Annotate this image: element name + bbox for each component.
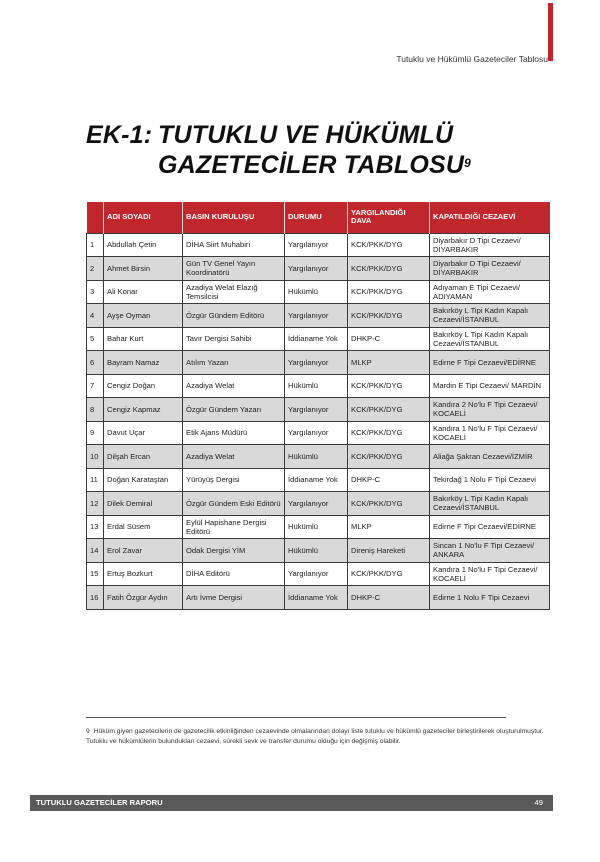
cell-col-prison: Adıyaman E Tipi Cezaevi/ ADIYAMAN <box>430 280 550 304</box>
cell-col-case: KCK/PKK/DYG <box>348 233 430 257</box>
cell-col-organization: DİHA Siirt Muhabiri <box>183 233 285 257</box>
cell-col-number: 10 <box>87 445 104 469</box>
table-row <box>87 257 550 281</box>
footnote-divider <box>86 717 506 718</box>
table-row <box>87 374 550 398</box>
cell-col-name: Cengiz Kapmaz <box>104 398 183 422</box>
running-header: Tutuklu ve Hükümlü Gazeteciler Tablosu <box>396 54 548 64</box>
cell-col-status: Yargılanıyor <box>285 492 348 516</box>
footnote-number: 9 <box>86 728 90 735</box>
cell-col-name: Ayşe Oyman <box>104 304 183 328</box>
cell-col-prison: Mardin E Tipi Cezaevi/ MARDİN <box>430 374 550 398</box>
cell-col-case: KCK/PKK/DYG <box>348 280 430 304</box>
table-row <box>87 468 550 492</box>
cell-col-number: 11 <box>87 468 104 492</box>
table-row <box>87 233 550 257</box>
cell-col-prison: Diyarbakır D Tipi Cezaevi/ DİYARBAKIR <box>430 257 550 281</box>
cell-col-prison: Tekirdağ 1 Nolu F Tipi Cezaevi <box>430 468 550 492</box>
cell-col-status: İddianame Yok <box>285 468 348 492</box>
cell-col-name: Erol Zavar <box>104 539 183 563</box>
header-col-number <box>87 202 104 233</box>
cell-col-prison: Edirne 1 Nolu F Tipi Cezaevi <box>430 586 550 610</box>
cell-col-case: KCK/PKK/DYG <box>348 445 430 469</box>
table-header-row <box>87 202 550 233</box>
cell-col-number: 16 <box>87 586 104 610</box>
cell-col-case: KCK/PKK/DYG <box>348 398 430 422</box>
table-body <box>87 233 550 609</box>
cell-col-case: KCK/PKK/DYG <box>348 304 430 328</box>
table-row <box>87 398 550 422</box>
title-prefix: EK-1: <box>86 121 153 149</box>
cell-col-prison: Diyarbakır D Tipi Cezaevi/ DİYARBAKIR <box>430 233 550 257</box>
cell-col-organization: Atılım Yazarı <box>183 351 285 375</box>
cell-col-prison: Edirne F Tipi Cezaevi/EDİRNE <box>430 351 550 375</box>
cell-col-name: Doğan Karataştan <box>104 468 183 492</box>
footer-label: TUTUKLU GAZETECİLER RAPORU <box>36 798 163 807</box>
table-row <box>87 445 550 469</box>
table-row <box>87 515 550 539</box>
cell-col-name: Bayram Namaz <box>104 351 183 375</box>
cell-col-number: 14 <box>87 539 104 563</box>
page-title <box>86 120 471 180</box>
cell-col-status: Hükümlü <box>285 374 348 398</box>
cell-col-organization: Etik Ajans Müdürü <box>183 421 285 445</box>
cell-col-organization: Eylül Hapishane Dergisi Editörü <box>183 515 285 539</box>
cell-col-status: Hükümlü <box>285 515 348 539</box>
cell-col-number: 5 <box>87 327 104 351</box>
table-row <box>87 280 550 304</box>
table-row <box>87 351 550 375</box>
cell-col-status: İddianame Yok <box>285 327 348 351</box>
cell-col-number: 6 <box>87 351 104 375</box>
table-row <box>87 586 550 610</box>
cell-col-organization: Azadiya Welat Elazığ Temsilcisi <box>183 280 285 304</box>
accent-bar <box>548 3 553 61</box>
cell-col-case: DHKP-C <box>348 327 430 351</box>
cell-col-prison: Kandıra 1 No'lu F Tipi Cezaevi/ KOCAELİ <box>430 562 550 586</box>
cell-col-case: KCK/PKK/DYG <box>348 257 430 281</box>
cell-col-status: Yargılanıyor <box>285 304 348 328</box>
cell-col-status: Yargılanıyor <box>285 233 348 257</box>
cell-col-case: KCK/PKK/DYG <box>348 492 430 516</box>
cell-col-name: Dilşah Ercan <box>104 445 183 469</box>
cell-col-organization: Odak Dergisi YİM <box>183 539 285 563</box>
cell-col-organization: Azadiya Welat <box>183 445 285 469</box>
cell-col-organization: Tavır Dergisi Sahibi <box>183 327 285 351</box>
cell-col-organization: Özgür Gündem Editörü <box>183 304 285 328</box>
cell-col-prison: Sincan 1 No'lu F Tipi Cezaevi/ ANKARA <box>430 539 550 563</box>
title-line-1: TUTUKLU VE HÜKÜMLÜ <box>158 121 454 149</box>
cell-col-case: KCK/PKK/DYG <box>348 374 430 398</box>
cell-col-case: DHKP-C <box>348 586 430 610</box>
cell-col-prison: Kandıra 1 No'lu F Tipi Cezaevi/ KOCAELİ <box>430 421 550 445</box>
cell-col-number: 2 <box>87 257 104 281</box>
cell-col-organization: Gün TV Genel Yayın Koordinatörü <box>183 257 285 281</box>
cell-col-number: 8 <box>87 398 104 422</box>
cell-col-number: 7 <box>87 374 104 398</box>
table-row <box>87 562 550 586</box>
cell-col-name: Fatih Özgür Aydın <box>104 586 183 610</box>
header-col-prison: KAPATILDIĞI CEZAEVİ <box>430 202 550 233</box>
header-col-case: YARGILANDIĞI DAVA <box>348 202 430 233</box>
cell-col-case: KCK/PKK/DYG <box>348 562 430 586</box>
cell-col-name: Abdullah Çetin <box>104 233 183 257</box>
cell-col-number: 12 <box>87 492 104 516</box>
header-col-status: DURUMU <box>285 202 348 233</box>
cell-col-organization: Özgür Gündem Yazarı <box>183 398 285 422</box>
footnote-reference: 9 <box>464 156 471 170</box>
cell-col-name: Ahmet Birsin <box>104 257 183 281</box>
cell-col-status: Hükümlü <box>285 445 348 469</box>
cell-col-status: Yargılanıyor <box>285 398 348 422</box>
cell-col-prison: Edirne F Tipi Cezaevi/EDİRNE <box>430 515 550 539</box>
cell-col-prison: Aliağa Şakran Cezaevi/İZMİR <box>430 445 550 469</box>
cell-col-status: Yargılanıyor <box>285 421 348 445</box>
table-row <box>87 492 550 516</box>
cell-col-case: MLKP <box>348 515 430 539</box>
cell-col-prison: Kandıra 2 No'lu F Tipi Cezaevi/ KOCAELİ <box>430 398 550 422</box>
cell-col-number: 15 <box>87 562 104 586</box>
cell-col-name: Dilek Demiral <box>104 492 183 516</box>
header-col-organization: BASIN KURULUŞU <box>183 202 285 233</box>
journalists-table <box>86 202 550 610</box>
cell-col-status: Hükümlü <box>285 539 348 563</box>
table-row <box>87 304 550 328</box>
cell-col-prison: Bakırköy L Tipi Kadın Kapalı Cezaevi/İSTANBUL <box>430 492 550 516</box>
footnote-text: Hüküm giyen gazetecilerin de gazetecilik etkinliğinden cezaevinde olmalarından dolayı liste tutuklu ve hükümlü gazeteciler birleştirilerek oluşturulmuştur. Tutuklu ve hükümlülerin bulundukları cezaevi, sürekli sevk ve transfer durumu olduğu için değişmiş olabilir. <box>86 728 544 745</box>
cell-col-status: Yargılanıyor <box>285 351 348 375</box>
cell-col-status: Yargılanıyor <box>285 562 348 586</box>
cell-col-organization: DİHA Editörü <box>183 562 285 586</box>
cell-col-status: Yargılanıyor <box>285 257 348 281</box>
cell-col-organization: Artı İvme Dergisi <box>183 586 285 610</box>
cell-col-case: MLKP <box>348 351 430 375</box>
cell-col-organization: Yürüyüş Dergisi <box>183 468 285 492</box>
cell-col-number: 4 <box>87 304 104 328</box>
cell-col-status: Hükümlü <box>285 280 348 304</box>
cell-col-name: Erdal Süsem <box>104 515 183 539</box>
cell-col-organization: Özgür Gündem Eski Editörü <box>183 492 285 516</box>
cell-col-number: 3 <box>87 280 104 304</box>
page-number: 49 <box>534 798 543 807</box>
table-row <box>87 539 550 563</box>
table-row <box>87 327 550 351</box>
header-col-name: ADI SOYADI <box>104 202 183 233</box>
title-line-2: GAZETECİLER TABLOSU <box>158 151 465 179</box>
cell-col-case: KCK/PKK/DYG <box>348 421 430 445</box>
cell-col-name: Cengiz Doğan <box>104 374 183 398</box>
cell-col-organization: Azadiya Welat <box>183 374 285 398</box>
cell-col-name: Ali Konar <box>104 280 183 304</box>
footnote <box>86 727 556 746</box>
cell-col-prison: Bakırköy L Tipi Kadın Kapalı Cezaevi/İSTANBUL <box>430 327 550 351</box>
table-row <box>87 421 550 445</box>
cell-col-prison: Bakırköy L Tipi Kadın Kapalı Cezaevi/İSTANBUL <box>430 304 550 328</box>
cell-col-name: Davut Uçar <box>104 421 183 445</box>
cell-col-case: Direniş Hareketi <box>348 539 430 563</box>
cell-col-case: DHKP-C <box>348 468 430 492</box>
cell-col-name: Ertuş Bozkurt <box>104 562 183 586</box>
cell-col-name: Bahar Kurt <box>104 327 183 351</box>
cell-col-number: 9 <box>87 421 104 445</box>
cell-col-number: 1 <box>87 233 104 257</box>
cell-col-status: İddianame Yok <box>285 586 348 610</box>
cell-col-number: 13 <box>87 515 104 539</box>
